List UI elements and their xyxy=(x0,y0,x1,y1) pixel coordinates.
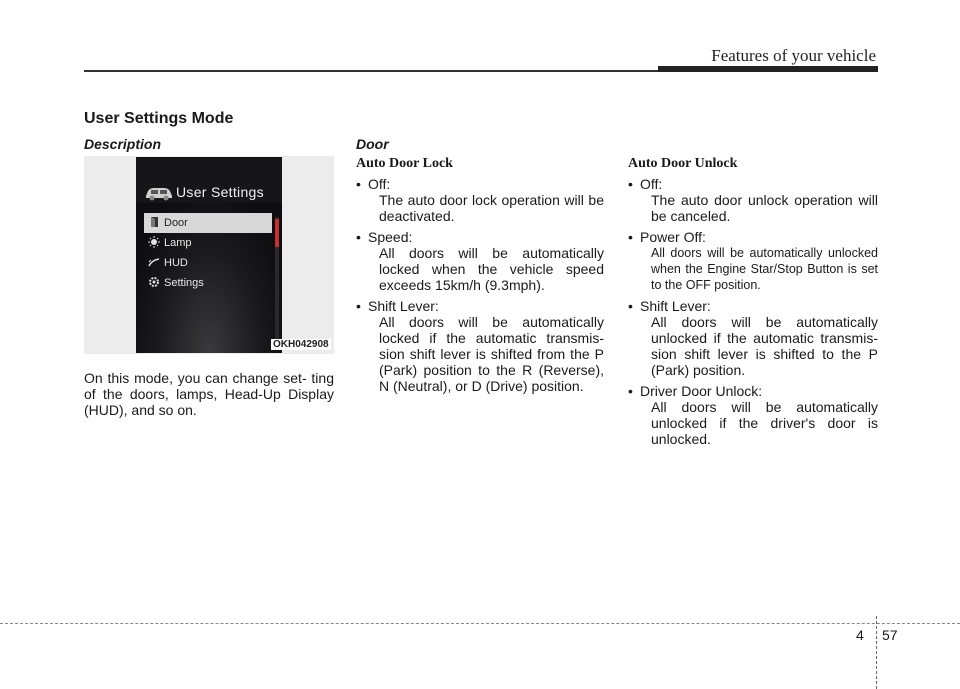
item-label: Driver Door Unlock: xyxy=(640,383,763,399)
bullet-icon: • xyxy=(356,229,361,245)
running-header: Features of your vehicle xyxy=(711,46,876,65)
description-heading: Description xyxy=(84,136,162,152)
item-label: Off: xyxy=(640,176,663,192)
auto-door-lock-list xyxy=(356,176,604,394)
bullet-icon: • xyxy=(628,176,633,192)
description-text: On this mode, you can change set- ting of the doors, lamps, Head-Up Display (HUD), and so on. xyxy=(84,370,334,418)
door-icon xyxy=(148,216,160,228)
door-heading: Door xyxy=(356,136,389,152)
auto-door-unlock-title: Auto Door Unlock xyxy=(628,156,738,171)
menu-item-lamp[interactable] xyxy=(144,233,272,253)
auto-door-lock-title: Auto Door Lock xyxy=(356,156,453,171)
bullet-icon: • xyxy=(628,229,633,245)
screen-title: User Settings xyxy=(176,184,264,200)
item-desc: All doors will be automatically unlocked when the Engine Star/Stop Button is set to the OFF position. xyxy=(651,246,878,292)
item-desc: All doors will be automatically locked if the automatic transmis- sion shift lever is shifted from the P (Park) position to the R (Reverse), N (Neutral), or D (Drive) position. xyxy=(379,314,604,394)
item-label: Speed: xyxy=(368,229,413,245)
section-title: User Settings Mode xyxy=(84,110,234,127)
list-item xyxy=(356,229,604,293)
list-item xyxy=(628,298,878,378)
list-item xyxy=(356,176,604,224)
auto-door-unlock-list xyxy=(628,176,878,447)
menu-item-settings[interactable] xyxy=(144,273,272,293)
list-item xyxy=(628,176,878,224)
gear-icon xyxy=(148,276,160,288)
menu-label: HUD xyxy=(164,257,188,269)
item-desc: The auto door unlock operation will be canceled. xyxy=(651,192,878,224)
item-label: Shift Lever: xyxy=(640,298,711,314)
page-divider xyxy=(876,616,878,689)
item-desc: All doors will be automatically unlocked if the driver's door is unlocked. xyxy=(651,399,878,447)
figure-code: OKH042908 xyxy=(273,339,329,350)
bullet-icon: • xyxy=(356,298,361,314)
item-label: Shift Lever: xyxy=(368,298,439,314)
chapter-number: 4 xyxy=(856,627,864,643)
item-desc: All doors will be automatically unlocked if the automatic transmis- sion shift lever is shifted to the P (Park) position. xyxy=(651,314,878,378)
item-desc: The auto door lock operation will be deactivated. xyxy=(379,192,604,224)
footer-rule xyxy=(0,623,960,624)
bullet-icon: • xyxy=(628,383,633,399)
menu-label: Settings xyxy=(164,277,204,289)
menu-item-hud[interactable] xyxy=(144,253,272,273)
scroll-thumb xyxy=(275,219,279,247)
hud-icon xyxy=(148,256,160,268)
bullet-icon: • xyxy=(356,176,361,192)
item-label: Off: xyxy=(368,176,391,192)
header-rule xyxy=(84,70,662,72)
menu-label: Lamp xyxy=(164,237,192,249)
menu-item-door[interactable] xyxy=(144,213,272,233)
list-item xyxy=(356,298,604,394)
item-desc: All doors will be automatically locked when the vehicle speed exceeds 15km/h (9.3mph). xyxy=(379,245,604,293)
menu-label: Door xyxy=(164,217,188,229)
header-rule-thick xyxy=(658,66,878,72)
lamp-icon xyxy=(148,236,160,248)
list-item xyxy=(628,383,878,447)
page-number: 57 xyxy=(882,627,898,643)
cluster-screen xyxy=(136,157,282,353)
item-label: Power Off: xyxy=(640,229,706,245)
bullet-icon: • xyxy=(628,298,633,314)
list-item xyxy=(628,229,878,293)
car-icon xyxy=(144,185,174,201)
